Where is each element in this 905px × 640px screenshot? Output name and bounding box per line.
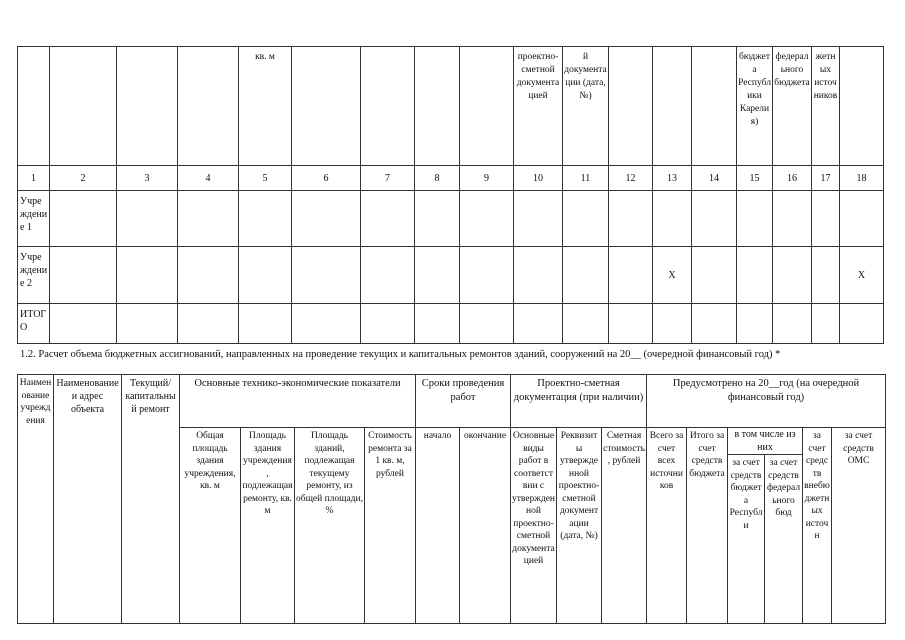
table-row [18,247,884,304]
table-cell [773,247,812,304]
table-cell [514,191,563,247]
header-institution-name: Наименование учреждения [18,375,54,624]
column-number: 7 [361,166,415,191]
column-number: 13 [653,166,692,191]
table-cell [361,304,415,344]
column-number: 5 [239,166,292,191]
table-cell [563,247,609,304]
table-cell [812,304,840,344]
table1-column-numbers-row [18,166,884,191]
table-cell [117,191,178,247]
table1-header-cell [692,47,737,166]
column-number: 14 [692,166,737,191]
table-cell [117,304,178,344]
table-cell [239,191,292,247]
table-cell [563,304,609,344]
section-title: 1.2. Расчет объема бюджетных ассигнований, направленных на проведение текущих и капитальных ремонтов зданий, сооружений на 20__ (очередной финансовый год) * [20,349,781,360]
table-cell [292,304,361,344]
table-cell [50,191,117,247]
header-estimate-cost: Сметная стоимость, рублей [602,428,647,624]
table-cell [737,247,773,304]
table-cell [460,304,514,344]
table-cell [609,304,653,344]
column-number: 12 [609,166,653,191]
column-number: 15 [737,166,773,191]
table-cell [692,247,737,304]
row-name: Учреждение 1 [18,191,50,247]
table-cell [737,191,773,247]
table-cell [609,247,653,304]
table1-header-cell [361,47,415,166]
row-name: Учреждение 2 [18,247,50,304]
header-federal-budget: за счет средств федерального бюд [765,455,803,624]
table1-header-cell: бюджета Республики Карелия) [737,47,773,166]
column-number: 10 [514,166,563,191]
table1-header-cell [50,47,117,166]
header-start: начало [416,428,460,624]
header-repair-type: Текущий/ капитальный ремонт [122,375,180,624]
table-cell [773,191,812,247]
table-cell [117,247,178,304]
table1-header-cell [460,47,514,166]
table-cell [653,191,692,247]
table1-header-cell [178,47,239,166]
table-row-total [18,304,884,344]
header-oms: за счет средств ОМС [832,428,886,624]
table-cell [840,304,884,344]
table1-header-cell [653,47,692,166]
x-mark: X [840,247,884,304]
table-cell [737,304,773,344]
table2-header-row-1 [18,375,886,428]
table-cell [514,304,563,344]
table-cell [692,304,737,344]
header-work-types: Основные виды работ в соответствии с утвержденной проектно-сметной документацией [511,428,557,624]
table1-header-cell: федерального бюджета [773,47,812,166]
header-including: в том числе из них [728,428,803,455]
table1-header-cell [292,47,361,166]
column-number: 17 [812,166,840,191]
table-cell [178,247,239,304]
table-cell [563,191,609,247]
column-number: 1 [18,166,50,191]
table-cell [292,247,361,304]
table1-header-cell [415,47,460,166]
column-number: 2 [50,166,117,191]
column-number: 8 [415,166,460,191]
table-cell [415,304,460,344]
table-cell [653,304,692,344]
table1-header-cell [18,47,50,166]
column-number: 9 [460,166,514,191]
header-approval-details: Реквизиты утвержденной проектно-сметной документации (дата, №) [557,428,602,624]
table-cell [239,247,292,304]
table-cell [609,191,653,247]
table-cell [514,247,563,304]
table-row [18,191,884,247]
column-number: 4 [178,166,239,191]
table1-header-cell [609,47,653,166]
table-cell [178,304,239,344]
table-repairs-calculation [17,374,886,624]
table-cell [292,191,361,247]
table-cell [178,191,239,247]
table-cell [460,191,514,247]
x-mark: X [653,247,692,304]
column-number: 16 [773,166,812,191]
row-name: ИТОГО [18,304,50,344]
header-total-all-sources: Всего за счет всех источников [647,428,687,624]
table-cell [812,191,840,247]
table1-header-cell [840,47,884,166]
column-number: 3 [117,166,178,191]
column-number: 18 [840,166,884,191]
table1-header-cell: кв. м [239,47,292,166]
table-cell [460,247,514,304]
table-cell [50,304,117,344]
header-planned: Предусмотрено на 20__год (на очередной финансовый год) [647,375,886,428]
header-current-repair-area: Площадь зданий, подлежащая текущему ремонту, из общей площади, % [295,428,365,624]
table-cell [692,191,737,247]
header-design-docs: Проектно-сметная документация (при наличии) [511,375,647,428]
header-extrabudget: за счет средств внебюджетных источн [803,428,832,624]
table-cell [415,191,460,247]
header-work-period: Сроки проведения работ [416,375,511,428]
table-cell [50,247,117,304]
header-total-area: Общая площадь здания учреждения, кв. м [180,428,241,624]
table-cell [812,247,840,304]
table-cell [840,191,884,247]
table1-header-cell: жетных источников [812,47,840,166]
column-number: 6 [292,166,361,191]
table-cell [361,191,415,247]
header-end: окончание [460,428,511,624]
header-repair-area: Площадь здания учреждения, подлежащая ремонту, кв. м [241,428,295,624]
table1-header-cell [117,47,178,166]
table1-header-row [18,47,884,166]
table1-header-cell: й документации (дата, №) [563,47,609,166]
header-republic-budget: за счет средств бюджета Республи [728,455,765,624]
table1-header-cell: проектно-сметной документацией [514,47,563,166]
table-cell [415,247,460,304]
table-previous-part [17,46,884,344]
header-object-name: Наименование и адрес объекта [54,375,122,624]
header-tech-indicators: Основные технико-экономические показатели [180,375,416,428]
table-cell [239,304,292,344]
table-cell [773,304,812,344]
column-number: 11 [563,166,609,191]
table-cell [361,247,415,304]
header-total-budget: Итого за счет средств бюджета [687,428,728,624]
header-cost-per-sqm: Стоимость ремонта за 1 кв. м, рублей [365,428,416,624]
